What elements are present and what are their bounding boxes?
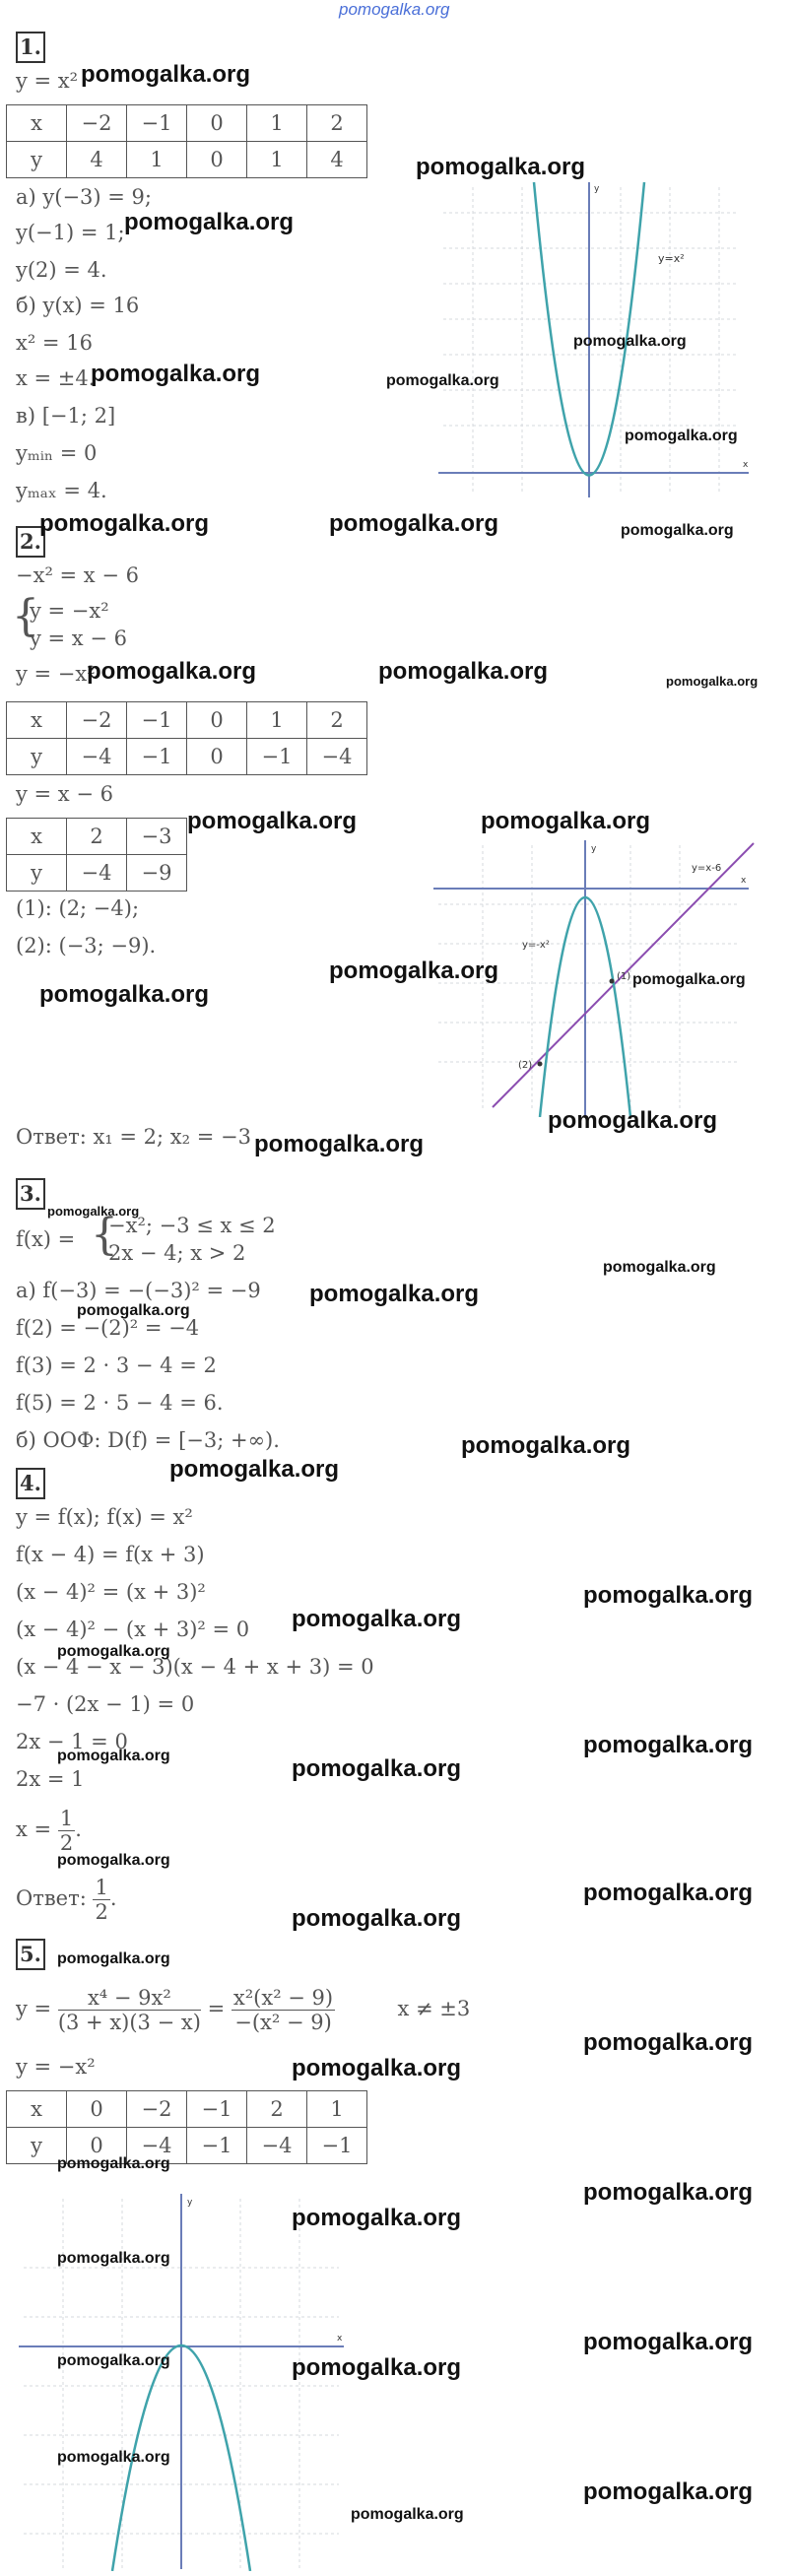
watermark-link[interactable]: pomogalka.org (292, 2205, 462, 2231)
table-cell: 2 (307, 105, 367, 142)
watermark-link[interactable]: pomogalka.org (77, 1302, 190, 1319)
watermark-link[interactable]: pomogalka.org (481, 808, 651, 834)
watermark-link[interactable]: pomogalka.org (573, 333, 687, 350)
table-cell: −2 (67, 702, 127, 739)
table-cell: −1 (247, 739, 307, 775)
p3-line: f(2) = −(2)² = −4 (16, 1316, 200, 1340)
header-watermark[interactable]: pomogalka.org (339, 0, 450, 19)
watermark-link[interactable]: pomogalka.org (378, 658, 549, 685)
watermark-link[interactable]: pomogalka.org (351, 2506, 464, 2523)
table-cell: −4 (247, 2128, 307, 2164)
fraction-right (232, 1986, 335, 2034)
watermark-link[interactable]: pomogalka.org (292, 2354, 462, 2381)
denominator: 2 (59, 1831, 74, 1855)
fraction (93, 1876, 109, 1924)
x-equals: x = (16, 1817, 52, 1841)
curve-label: y=x² (658, 252, 685, 265)
table-cell: x (7, 819, 67, 855)
intersection-point-1 (610, 979, 615, 984)
p1-line: yₘᵢₙ = 0 (16, 441, 98, 465)
problem-3-number: 3. (16, 1178, 45, 1210)
table-row (7, 2091, 367, 2128)
table-cell: 0 (187, 739, 247, 775)
table-cell: 1 (127, 142, 187, 178)
numerator: 1 (59, 1807, 74, 1830)
watermark-link[interactable]: pomogalka.org (91, 361, 261, 387)
p4-answer: Ответ: $\frac{1}{2}$ . (16, 1876, 117, 1924)
p4-line: (x − 4 − x − 3)(x − 4 + x + 3) = 0 (16, 1655, 374, 1679)
problem-4-number: 4. (16, 1468, 45, 1499)
p3-line: f(3) = 2 · 3 − 4 = 2 (16, 1354, 217, 1377)
equals-sign: = (207, 1997, 226, 2020)
table-cell: 1 (307, 2091, 367, 2128)
line-label: y=x-6 (692, 863, 722, 874)
answer-label: Ответ: (16, 1125, 87, 1149)
table-cell: y (7, 142, 67, 178)
p1-line-a: а) y(−3) = 9; (16, 185, 152, 209)
domain-condition: x ≠ ±3 (397, 1997, 471, 2020)
table-row (7, 105, 367, 142)
piecewise-brace: { (91, 1210, 118, 1260)
p1-line-c: в) [−1; 2] (16, 404, 116, 428)
p2-system-eq1: y = −x² (30, 599, 109, 623)
intersection-point-2 (538, 1062, 543, 1067)
table-cell: −4 (67, 855, 127, 892)
watermark-link[interactable]: pomogalka.org (39, 981, 210, 1008)
p2-function-2: y = x − 6 (16, 782, 113, 806)
watermark-link[interactable]: pomogalka.org (632, 971, 746, 988)
watermark-link[interactable]: pomogalka.org (57, 2352, 170, 2369)
p1-line: y(2) = 4. (16, 258, 107, 282)
numerator: x⁴ − 9x² (58, 1986, 201, 2011)
p4-line: 2x − 1 = 0 (16, 1730, 128, 1753)
table-cell: 0 (187, 702, 247, 739)
p1-line: yₘₐₓ = 4. (16, 479, 107, 502)
p4-line: y = f(x); f(x) = x² (16, 1505, 193, 1529)
watermark-link[interactable]: pomogalka.org (583, 2329, 754, 2355)
table-row (7, 702, 367, 739)
p3-fx-label: f(x) = (16, 1227, 76, 1251)
table-row (7, 142, 367, 178)
watermark-link[interactable]: pomogalka.org (124, 209, 295, 235)
table-cell: 4 (67, 142, 127, 178)
table-cell: 2 (307, 702, 367, 739)
table-cell: 4 (307, 142, 367, 178)
table-cell: y (7, 2128, 67, 2164)
p2-point-2: (2): (−3; −9). (16, 934, 157, 958)
p3-line: f(5) = 2 · 5 − 4 = 6. (16, 1391, 224, 1415)
table-row (7, 739, 367, 775)
p2-answer (16, 1125, 251, 1149)
table-cell: 0 (67, 2091, 127, 2128)
table-cell: −1 (127, 739, 187, 775)
watermark-link[interactable]: pomogalka.org (583, 1732, 754, 1758)
table-cell: x (7, 702, 67, 739)
p2-equation: −x² = x − 6 (16, 563, 139, 587)
table-row (7, 819, 187, 855)
watermark-link[interactable]: pomogalka.org (583, 2179, 754, 2206)
watermark-link[interactable]: pomogalka.org (57, 1852, 170, 1869)
p5-result: y = −x² (16, 2055, 96, 2079)
watermark-link[interactable]: pomogalka.org (57, 1748, 170, 1764)
watermark-link[interactable]: pomogalka.org (461, 1432, 631, 1459)
problem-5-number: 5. (16, 1939, 45, 1970)
p2-system-eq2: y = x − 6 (30, 627, 127, 650)
watermark-link[interactable]: pomogalka.org (292, 2055, 462, 2081)
watermark-link[interactable]: pomogalka.org (292, 1905, 462, 1932)
p4-x-result: x = $\frac{1}{2}$ . (16, 1807, 82, 1855)
watermark-link[interactable]: pomogalka.org (625, 428, 738, 444)
p2-value-table-1 (6, 701, 367, 775)
watermark-link[interactable]: pomogalka.org (47, 1204, 140, 1219)
y-equals: y = (16, 1997, 52, 2020)
watermark-link[interactable]: pomogalka.org (583, 2029, 754, 2056)
denominator: 2 (95, 1900, 108, 1924)
point-1-label: (1) (617, 971, 631, 982)
watermark-link[interactable]: pomogalka.org (57, 1643, 170, 1660)
problem-2-number: 2. (16, 526, 45, 558)
watermark-link[interactable]: pomogalka.org (416, 154, 586, 180)
p3-line-b: б) ООФ: D(f) = [−3; +∞). (16, 1428, 280, 1452)
watermark-link[interactable]: pomogalka.org (583, 2478, 754, 2505)
watermark-link[interactable]: pomogalka.org (81, 61, 251, 88)
table-cell: 1 (247, 142, 307, 178)
table-cell: −9 (127, 855, 187, 892)
answer-value: x₁ = 2; x₂ = −3 (93, 1125, 251, 1149)
p2-point-1: (1): (2; −4); (16, 896, 140, 920)
p1-function: y = x² (16, 69, 79, 93)
table-cell: x (7, 2091, 67, 2128)
table-cell: −4 (127, 2128, 187, 2164)
table-row (7, 855, 187, 892)
p3-line-a: а) f(−3) = −(−3)² = −9 (16, 1279, 261, 1302)
fraction-left (58, 1986, 201, 2034)
watermark-link[interactable]: pomogalka.org (583, 1880, 754, 1906)
p4-line: (x − 4)² − (x + 3)² = 0 (16, 1618, 250, 1641)
table-cell: −1 (127, 105, 187, 142)
watermark-link[interactable]: pomogalka.org (548, 1107, 718, 1134)
watermark-link[interactable]: pomogalka.org (666, 674, 759, 689)
point-2-label: (2) (518, 1060, 533, 1071)
axis-x-label: x (743, 460, 749, 470)
p4-line: −7 · (2x − 1) = 0 (16, 1692, 195, 1716)
axis-x-label: x (337, 2334, 343, 2344)
p1-line-b: б) y(x) = 16 (16, 294, 140, 317)
p2-value-table-2 (6, 818, 187, 892)
p3-case-2: 2x − 4; x > 2 (108, 1241, 246, 1265)
watermark-link[interactable]: pomogalka.org (39, 510, 210, 537)
p4-line: f(x − 4) = f(x + 3) (16, 1543, 205, 1566)
denominator: −(x² − 9) (234, 2011, 332, 2034)
watermark-link[interactable]: pomogalka.org (57, 1950, 170, 1967)
table-cell: 2 (247, 2091, 307, 2128)
watermark-link[interactable]: pomogalka.org (603, 1259, 716, 1276)
p1-line: y(−1) = 1; (16, 221, 125, 244)
p4-line: (x − 4)² = (x + 3)² (16, 1580, 206, 1604)
p4-line: 2x = 1 (16, 1767, 85, 1791)
watermark-link[interactable]: pomogalka.org (87, 658, 257, 685)
axis-x-label: x (741, 876, 747, 886)
p1-line: x² = 16 (16, 331, 93, 355)
table-cell: −4 (67, 739, 127, 775)
table-cell: 0 (187, 142, 247, 178)
p2-function-1: y = −x² (16, 662, 96, 686)
watermark-link[interactable]: pomogalka.org (57, 2250, 170, 2267)
table-cell: −4 (307, 739, 367, 775)
table-cell: −1 (127, 702, 187, 739)
watermark-link[interactable]: pomogalka.org (57, 2155, 170, 2172)
system-brace: { (12, 591, 39, 641)
table-cell: −1 (187, 2091, 247, 2128)
fraction (58, 1807, 75, 1855)
table-cell: −2 (127, 2091, 187, 2128)
numerator: x²(x² − 9) (232, 1986, 334, 2010)
table-cell: y (7, 739, 67, 775)
watermark-link[interactable]: pomogalka.org (621, 522, 734, 539)
axis-y-label: y (187, 2198, 193, 2208)
axis-y-label: y (594, 184, 600, 194)
watermark-link[interactable]: pomogalka.org (329, 958, 499, 984)
table-cell: −1 (307, 2128, 367, 2164)
watermark-link[interactable]: pomogalka.org (254, 1131, 425, 1157)
table-cell: 0 (187, 105, 247, 142)
watermark-link[interactable]: pomogalka.org (583, 1582, 754, 1609)
curve-label: y=-x² (522, 940, 550, 951)
watermark-link[interactable]: pomogalka.org (329, 510, 499, 537)
table-cell: x (7, 105, 67, 142)
table-cell: 2 (67, 819, 127, 855)
watermark-link[interactable]: pomogalka.org (309, 1281, 480, 1307)
p3-case-1: −x²; −3 ≤ x ≤ 2 (108, 1214, 276, 1237)
denominator: (3 + x)(3 − x) (57, 2011, 201, 2034)
watermark-link[interactable]: pomogalka.org (57, 2449, 170, 2466)
table-cell: −3 (127, 819, 187, 855)
table-cell: 1 (247, 105, 307, 142)
problem-1-number: 1. (16, 32, 45, 63)
answer-label: Ответ: (16, 1886, 87, 1910)
watermark-link[interactable]: pomogalka.org (187, 808, 358, 834)
table-cell: 1 (247, 702, 307, 739)
p5-value-table (6, 2090, 367, 2164)
watermark-link[interactable]: pomogalka.org (386, 372, 499, 389)
table-cell: −1 (187, 2128, 247, 2164)
p5-simplification (16, 1986, 470, 2034)
p1-value-table (6, 104, 367, 178)
p1-line: x = ±4. (16, 366, 96, 390)
watermark-link[interactable]: pomogalka.org (292, 1606, 462, 1632)
watermark-link[interactable]: pomogalka.org (169, 1456, 340, 1483)
table-cell: 0 (67, 2128, 127, 2164)
table-cell: −2 (67, 105, 127, 142)
numerator: 1 (95, 1876, 108, 1899)
watermark-link[interactable]: pomogalka.org (292, 1755, 462, 1782)
axis-y-label: y (591, 844, 597, 854)
table-cell: y (7, 855, 67, 892)
